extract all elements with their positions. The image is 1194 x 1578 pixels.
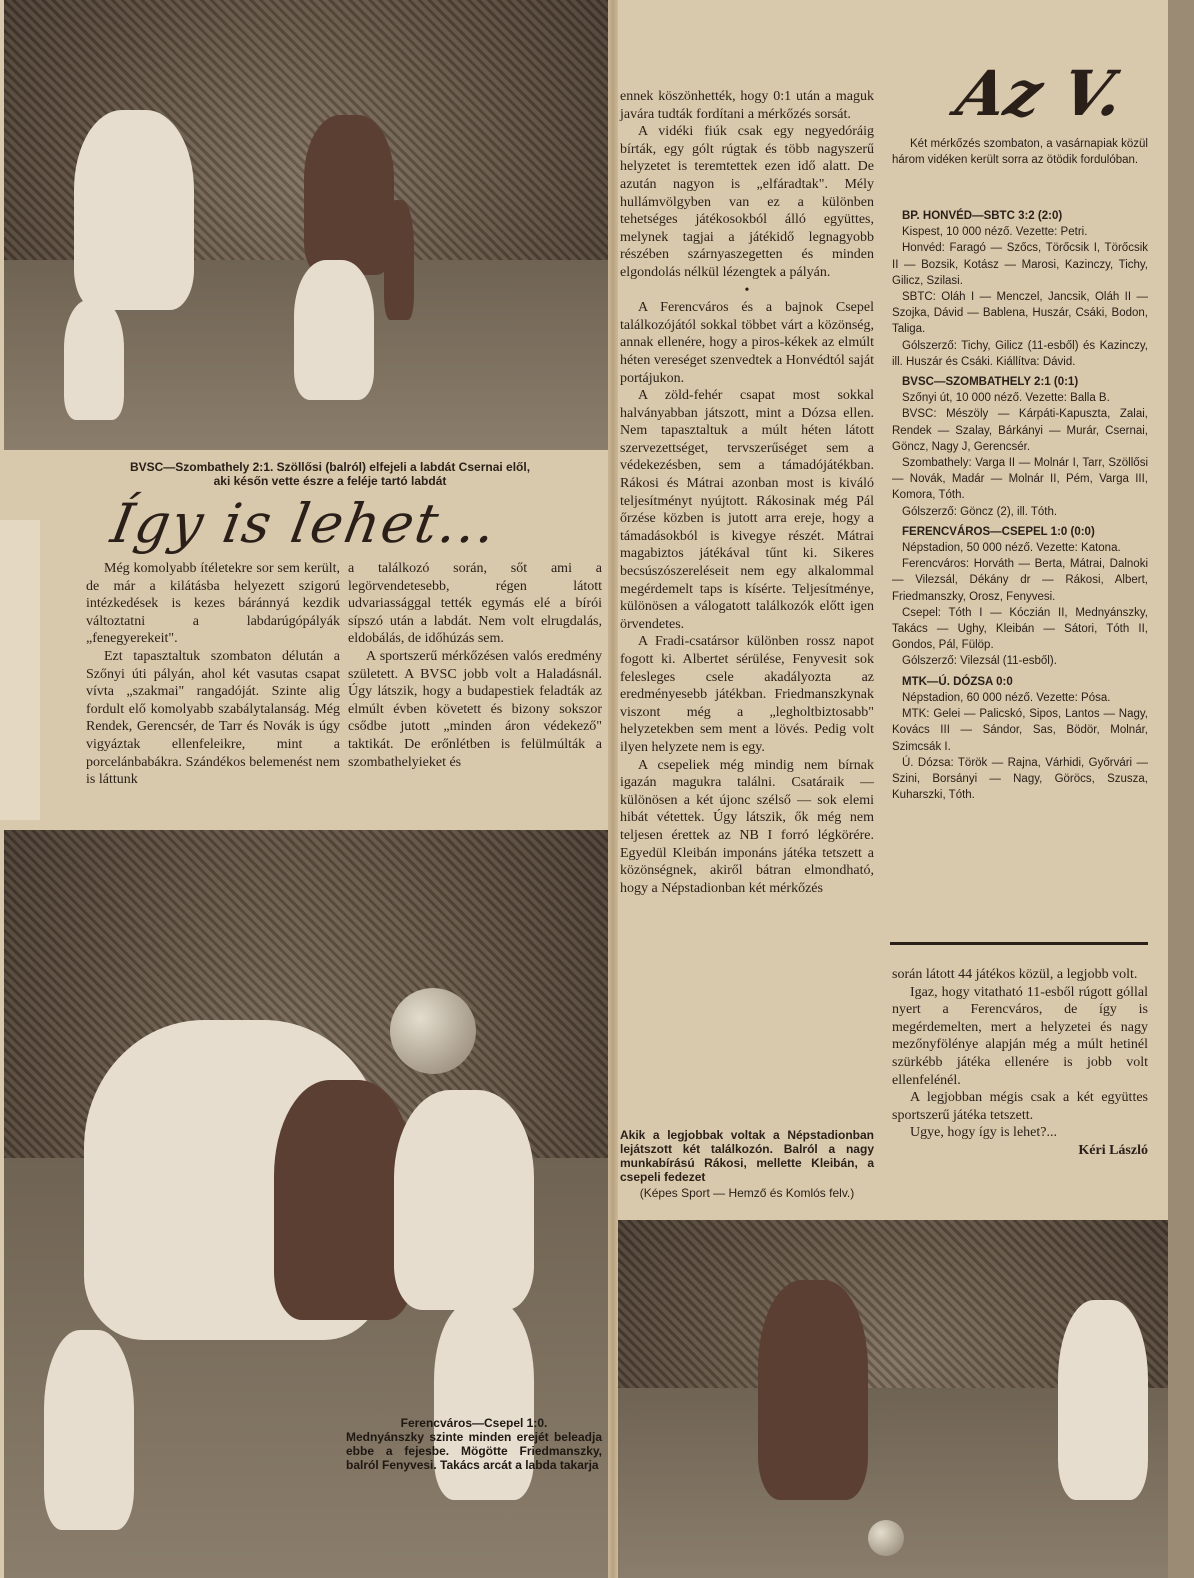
match-line: Gólszerző: Göncz (2), ill. Tóth. [902,505,1058,518]
paragraph: A csepeliek még mindig nem bírnak igazán magukra találni. Csatáraik — különösen a két újonc szélső — sok elemi hibát vétettek. Úgy látszik, ők még nem teljesen érettek az NB I forró légkörére. Egyedül Kleibán imponáns játéka tetszett a közönségnek, akiről bátran elmondható, hogy a Népstadionban két mérkőzés [620,757,874,896]
photo-best-players [618,1220,1168,1578]
match-title: MTK—Ú. DÓZSA 0:0 [902,675,1013,688]
photo2-caption [346,1416,602,1472]
paragraph: A Fradi-csatársor különben rossz napot fogott ki. Albertet sérülése, Fenyvesit sok felesleges csele akadályozta az eredményesebb játékban. Friedmanszkynak viszont még a „legholtbiztosabb" helyzetekben sem ment a lövés. Pedig volt ilyen helyzete nem is egy. [620,634,874,755]
photo2-caption-text: Mednyánszky szinte minden erejét beleadja ebbe a fejesbe. Mögötte Friedmanszky, balról Fenyvesi. Takács arcát a labda takarja [346,1430,602,1472]
photo1-caption-line: aki későn vette észre a feléje tartó labdát [213,474,447,488]
match-line: Csepel: Tóth I — Kóczián II, Mednyánszky, Takács — Ughy, Kleibán — Sátori, Tóth II, Gondos, Pál, Fülöp. [892,606,1148,652]
paragraph: Ezt tapasztaltuk szombaton délután a Szőnyi úti pályán, ahol két vasutas csapat vívta „szakmai" rangadóját. Szinte alig fordult elő komolyabb szabálytalanság. Még Rendek, Gerencsér, de Tarr és Novák is úgy vigyáztak ellenfeleikre, mint a porcelánbabákra. Szándékos belemenést nem is láttunk [86,648,340,788]
paragraph: Ugye, hogy így is lehet?... [910,1125,1057,1141]
photo1-caption-line: BVSC—Szombathely 2:1. Szöllősi (balról) elfejeli a labdát Csernai elől, [129,460,531,474]
match-line: Gólszerző: Tichy, Gilicz (11-esből) és Kazinczy, ill. Huszár és Csáki. Kiállítva: Dávid. [892,339,1148,368]
match-title: BP. HONVÉD—SBTC 3:2 (2:0) [902,210,1063,222]
match-line: Kispest, 10 000 néző. Vezette: Petri. [902,226,1088,239]
match-title: BVSC—SZOMBATHELY 2:1 (0:1) [902,376,1079,389]
column-1 [86,560,340,789]
paragraph: Két mérkőzés szombaton, a vasárnapiak közül három vidéken került sorra az ötödik fordulóban. [892,138,1148,167]
match-line: MTK: Gelei — Palicskó, Sipos, Lantos — Nagy, Kovács III — Sándor, Sas, Bödör, Molnár, Szimcsák I. [892,708,1148,753]
photo2-caption-title: Ferencváros—Csepel 1:0. [400,1416,548,1430]
author-signature: Kéri László [1078,1142,1148,1158]
match-block [892,208,1148,370]
match-block [892,374,1148,520]
page-edge [1168,0,1194,1578]
column-2 [348,560,602,771]
page-spine [608,0,618,1578]
paragraph: ennek köszönhették, hogy 0:1 után a maguk javára tudták fordítani a mérkőzés sorsát. [620,89,874,122]
column-3 [620,88,874,897]
photo1-caption [60,460,600,488]
match-line: SBTC: Oláh I — Menczel, Jancsik, Oláh II — Szojka, Dávid — Bablena, Huszár, Csáki, Bodon, Taliga. [892,291,1148,336]
match-line: Ferencváros: Horváth — Berta, Mátrai, Dalnoki — Vilezsál, Dékány dr — Rákosi, Albert, Friedmanszky, Orosz, Fenyvesi. [892,558,1148,603]
match-line: BVSC: Mészöly — Kárpáti-Kapuszta, Zalai, Rendek — Szalay, Bárkányi — Murár, Csernai, Göncz, Nagy J, Gerencsér. [892,408,1148,453]
photo-bvsc-szombathely [4,0,608,450]
paragraph: A vidéki fiúk csak egy negyedóráig bírták, egy gólt rúgtak és több nagyszerű helyzetet is teremtettek ezen idő alatt. De azután nagyon is „elfáradtak". Mély hullámvölgyben van ez a különben tehetséges játékosokból álló együttes, melynek tagjai a játékidő legnagyobb részében szárnyaszegetten és minden elgondolás nélkül lézengtek a pályán. [620,124,874,280]
match-line: Ú. Dózsa: Török — Rajna, Várhidi, Győrvári — Szini, Borsányi — Nagy, Göröcs, Szusza, Kuharszki, Tóth. [892,756,1148,802]
paragraph: a találkozó során, sőt ami a legörvendetesebb, régen látott udvariassággal tették egymás elé a bírói sípszó után a labdát. Nem volt elrugdalás, eldobálás, de időhúzás sem. [348,561,602,647]
paragraph: A zöld-fehér csapat most sokkal halványabban játszott, mint a Dózsa ellen. Nem tapasztaltuk a múlt héten látott szervezettséget, tervszerűséget sem a védekezésben, sem a támadójátékban. Rákosi és Mátrai azonban most is kiváló teljesítményt nyújtott. Rákosinak még Pál őrzése közben is jutott arra ereje, hogy a támadásokból is kivegye részét. Mátrai magabiztos játékával tűnt ki. Sikeres becsúszószereléseit nem egy alkalommal megérdemelt taps is kísérte. Teljesítménye, különösen a válogatott találkozók előtt igen örvendetes. [620,388,874,632]
match-line: Szőnyi út, 10 000 néző. Vezette: Balla B. [902,392,1110,405]
paragraph: Igaz, hogy vitatható 11-esből rúgott góllal nyert a Ferencváros, de így is megérdemelten, mert a helyzetei és nagy mezőnyfölénye alapján még a múlt hetinél szürkébb játéka ellenére is jobb volt ellenfelénél. [892,984,1148,1088]
col3-caption-text: Akik a legjobbak voltak a Népstadionban lejátszott két találkozón. Balról a nagy munkabírású Rákosi, mellette Kleibán, a csepeli fedezet [620,1128,874,1184]
results-intro [892,136,1148,168]
match-block [892,524,1148,670]
col3-caption [620,1128,874,1200]
match-title: FERENCVÁROS—CSEPEL 1:0 (0:0) [902,525,1095,538]
separator-dot: • [744,282,750,298]
paragraph: Még komolyabb ítéletekre sor sem került, de már a kilátásba helyezett szigorú intézkedések is kezes báránnyá kezdik változtatni a labdarúgópályák „fenegyerekeit". [86,561,340,647]
results-divider [890,942,1148,945]
paragraph: A Ferencváros és a bajnok Csepel találkozójától sokkal többet várt a közönség, annak ellenére, hogy a piros-kékek az elmúlt héten vereséget szenvedtek a Honvédtól saját portájukon. [620,300,874,386]
paragraph: során látott 44 játékos közül, a legjobb volt. [892,967,1138,982]
match-line: Gólszerző: Vilezsál (11-esből). [902,655,1057,668]
paragraph: A sportszerű mérkőzésen valós eredmény született. A BVSC jobb volt a Haladásnál. Úgy látszik, hogy a budapestiek feladták az elmúlt évben követett és bizony sokszor csődbe jutott „minden áron védekező" taktikát. De erőnlétben is felülmúlták a szombathelyieket és [348,648,602,770]
edge-tab [0,520,40,820]
match-line: Népstadion, 50 000 néző. Vezette: Katona. [902,542,1121,555]
results-heading: Az V. [950,57,1130,130]
article-title: Így is lehet... [106,492,503,555]
column-4 [892,966,1148,1160]
match-line: Honvéd: Faragó — Szőcs, Törőcsik I, Törőcsik II — Bozsik, Kotász — Marosi, Kazinczy, Tichy, Gilicz, Szilasi. [892,242,1148,287]
match-line: Szombathely: Varga II — Molnár I, Tarr, Szöllősi — Novák, Madár — Molnár II, Pém, Varga III, Komora, Tóth. [892,457,1148,502]
photo-credit: (Képes Sport — Hemző és Komlós felv.) [639,1186,855,1200]
match-line: Népstadion, 60 000 néző. Vezette: Pósa. [902,691,1111,704]
match-block [892,674,1148,804]
match-results [892,204,1148,803]
paragraph: A legjobban mégis csak a két együttes sportszerű játéka tetszett. [892,1090,1148,1123]
